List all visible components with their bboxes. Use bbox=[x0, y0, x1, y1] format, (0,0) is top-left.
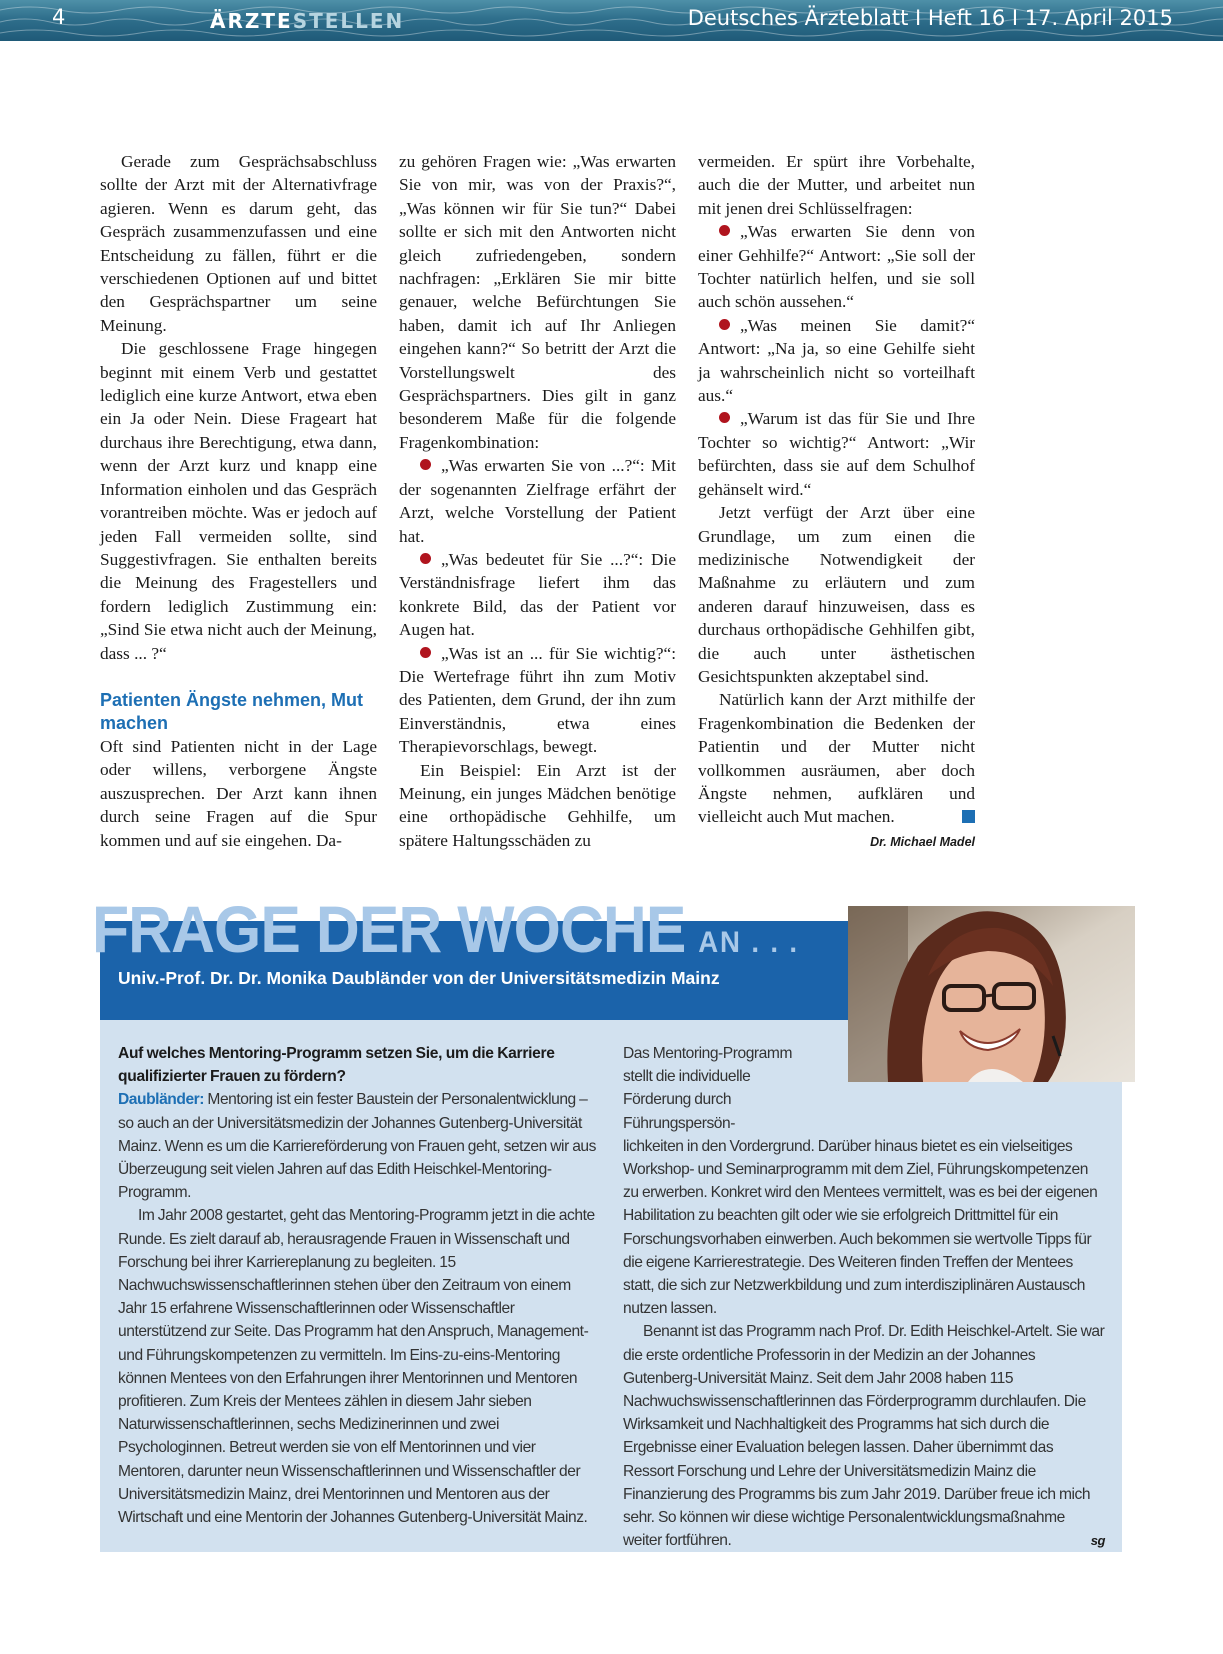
signature: sg bbox=[1090, 1533, 1105, 1549]
bullet-icon bbox=[420, 647, 431, 658]
article-author: Dr. Michael Madel bbox=[870, 834, 975, 849]
answer-paragraph: Im Jahr 2008 gestartet, geht das Mentoring-Programm jetzt in die achte Runde. Es zielt darauf ab, herausragende Frauen in Wissenschaft und Forschung bei ihrer Karriereplanung zu begleiten. 15 Nachwuchswissenschaftlerinnen stehen über den Zeitraum von einem Jahr 15 erfahrene Wissenschaftlerinnen oder Wissenschaftler unterstützend zur Seite. Das Programm hat den Anspruch, Management- und Führungskompetenzen zu vermitteln. Im Eins-zu-eins-Mentoring können Mentees von den Erfahrungen ihrer Mentorinnen und Mentoren profitieren. Zum Kreis der Mentees zählen in diesem Jahr sieben Naturwissenschaftlerinnen, sechs Medizinerinnen und zwei Psychologinnen. Betreut werden sie von elf Mentorinnen und vier Mentoren, darunter neun Wissenschaftlerinnen und Wissenschaftler der Universitätsmedizin Mainz, drei Mentorinnen und Mentoren aus der Wirtschaft und eine Mentorin der Johannes Gutenberg-Universität Mainz. bbox=[118, 1207, 595, 1527]
paragraph: zu gehören Fragen wie: „Was erwarten Sie von mir, was von der Praxis?“, „Was können wir für Sie tun?“ Dabei sollte er sich mit den Antworten nicht gleich zufriedengeben, sondern nachfragen: „Erklären Sie mir bitte genauer, welche Befürchtungen Sie haben, damit ich auf Ihr Anliegen eingehen kann?“ So betritt der Arzt die Vorstellungswelt des Gesprächspartners. Dies gilt in ganz besonderem Maße für die folgende Fragenkombination: bbox=[399, 152, 676, 452]
answer-paragraph bbox=[623, 1042, 813, 1135]
article-column-3 bbox=[698, 150, 975, 854]
bullet-icon bbox=[420, 459, 431, 470]
feature-column-1 bbox=[118, 1042, 600, 1529]
end-mark-icon bbox=[962, 810, 975, 823]
answer-text: Mentoring ist ein fester Baustein der Personalentwicklung – so auch an der Universitätsmedizin der Johannes Gutenberg-Universität Mainz. Wenn es um die Karriereförderung von Frauen geht, setzen wir aus Überzeugung seit vielen Jahren auf das Edith Heischkel-Mentoring-Programm. bbox=[118, 1091, 596, 1202]
section-subheading: Patienten Ängste nehmen, Mut machen bbox=[100, 689, 364, 733]
bullet-icon bbox=[719, 319, 730, 330]
paragraph bbox=[698, 688, 975, 828]
bullet-item bbox=[698, 220, 975, 314]
bullet-item bbox=[399, 642, 676, 759]
header-band bbox=[0, 0, 1223, 41]
bullet-item bbox=[698, 407, 975, 501]
paragraph: Gerade zum Gesprächsabschluss sollte der Arzt mit der Alternativfrage agieren. Wenn es darum geht, das Gespräch zusammenzufassen und eine Entscheidung zu fällen, führt er die verschiedenen Optionen auf und bittet den Gesprächspartner um seine Meinung. bbox=[100, 152, 377, 335]
paragraph-text: Natürlich kann der Arzt mithilfe der Fragenkombination die Bedenken der Patientin und der Mutter nicht vollkommen ausräumen, aber doch Ängste nehmen, aufklären und vielleicht auch Mut machen. bbox=[698, 690, 975, 827]
bullet-text: „Warum ist das für Sie und Ihre Tochter so wichtig?“ Antwort: „Wir befürchten, dass sie auf dem Schulhof gehänselt wird.“ bbox=[698, 409, 975, 499]
answer-speaker: Daubländer: bbox=[118, 1091, 205, 1109]
feature-title-text: FRAGE DER WOCHE bbox=[92, 892, 686, 966]
bullet-item bbox=[399, 454, 676, 548]
bullet-icon bbox=[719, 225, 730, 236]
answer-paragraph bbox=[623, 1320, 1105, 1552]
feature-subtitle: Univ.-Prof. Dr. Dr. Monika Daubländer von der Universitätsmedizin Mainz bbox=[118, 968, 720, 988]
interview-question: Auf welches Mentoring-Programm setzen Sie, um die Karriere qualifizierter Frauen zu fördern? bbox=[118, 1045, 555, 1086]
answer-text: Benannt ist das Programm nach Prof. Dr. Edith Heischkel-Artelt. Sie war die erste ordentliche Professorin in der Medizin an der Johannes Gutenberg-Universität Mainz. Seit dem Jahr 2008 haben 115 Nachwuchswissenschaftlerinnen das Förderprogramm durchlaufen. Die Wirksamkeit und Nachhaltigkeit des Programms hat sich durch die Ergebnisse einer Evaluation belegen lassen. Daher übernimmt das Ressort Forschung und Lehre der Universitätsmedizin Mainz die Finanzierung des Programms bis zum Jahr 2019. Darüber freue ich mich sehr. So können wir diese wichtige Personalentwicklungsmaßnahme weiter fortführen. bbox=[623, 1323, 1105, 1550]
article-column-1 bbox=[100, 150, 377, 852]
bullet-icon bbox=[719, 412, 730, 423]
article-column-2 bbox=[399, 150, 676, 852]
answer-paragraph bbox=[118, 1088, 600, 1204]
paragraph: Oft sind Patienten nicht in der Lage oder willens, verborgene Ängste auszusprechen. Der Arzt kann ihnen durch seine Fragen auf die Spur kommen und auf sie eingehen. Da- bbox=[100, 736, 377, 850]
bullet-item bbox=[399, 548, 676, 642]
feature-title-suffix: AN . . . bbox=[698, 926, 799, 959]
feature-title bbox=[92, 892, 799, 976]
section-brand bbox=[210, 9, 404, 33]
brand-light: STELLEN bbox=[292, 9, 405, 33]
paragraph: Jetzt verfügt der Arzt über eine Grundlage, um zum einen die medizinische Notwendigkeit der Maßnahme zu erläutern und zum anderen darauf hinzuweisen, dass es durchaus orthopädische Gehhilfen gibt, die auch unter ästhetischen Gesichtspunkten akzeptabel sind. bbox=[698, 503, 975, 686]
bullet-text: „Was erwarten Sie denn von einer Gehhilfe?“ Antwort: „Sie soll der Tochter natürlich helfen, und sie soll auch schön aussehen.“ bbox=[698, 222, 975, 312]
paragraph: Ein Beispiel: Ein Arzt ist der Meinung, ein junges Mädchen benötige eine orthopädische Gehhilfe, um spätere Haltungsschäden zu bbox=[399, 760, 676, 850]
bullet-item bbox=[698, 314, 975, 408]
paragraph: Die geschlossene Frage hingegen beginnt mit einem Verb und gestattet lediglich eine kurze Antwort, etwa eben ein Ja oder Nein. Diese Frageart hat durchaus ihre Berechtigung, etwa dann, wenn der Arzt kurz und knapp eine Information einholen und das Gespräch vorantreiben möchte. Was er jedoch auf jeden Fall vermeiden sollte, sind Suggestivfragen. Sie enthalten bereits die Meinung des Fragestellers und fordern lediglich Zustimmung ein: „Sind Sie etwa nicht auch der Meinung, dass ... ?“ bbox=[100, 339, 377, 663]
answer-text: Das Mentoring-Programm stellt die individuelle Förderung durch Führungspersön- bbox=[623, 1045, 792, 1132]
paragraph: vermeiden. Er spürt ihre Vorbehalte, auch die der Mutter, und arbeitet nun mit jenen drei Schlüsselfragen: bbox=[698, 152, 975, 218]
page-number: 4 bbox=[52, 5, 66, 29]
bullet-text: „Was bedeutet für Sie ...?“: Die Verständnisfrage liefert ihm das konkrete Bild, das der Patient vor Augen hat. bbox=[399, 549, 676, 640]
bullet-text: „Was erwarten Sie von ...?“: Mit der sogenannten Zielfrage erfährt der Arzt, welche Vorstellung der Patient hat. bbox=[399, 456, 676, 546]
issue-info: Deutsches Ärzteblatt I Heft 16 I 17. April 2015 bbox=[687, 6, 1173, 30]
answer-paragraph: lichkeiten in den Vordergrund. Darüber hinaus bietet es ein vielseitiges Workshop- und Seminarprogramm mit dem Ziel, Führungskompetenzen zu erwerben. Konkret wird den Mentees vermittelt, was es bei der eigenen Habilitation zu beachten gilt oder wie sie erfolgreich Drittmittel für ein Forschungsvorhaben einwerben. Auch bekommen sie wertvolle Tipps für die eigene Karrierestrategie. Des Weiteren finden Treffen der Mentees statt, die sich zur Netzwerkbildung und zum interdisziplinären Austausch nutzen lassen. bbox=[623, 1137, 1098, 1318]
bullet-icon bbox=[420, 553, 431, 564]
bullet-text: „Was meinen Sie damit?“ Antwort: „Na ja, so eine Gehilfe sieht ja wahrscheinlich nicht so vorteilhaft aus.“ bbox=[698, 315, 975, 406]
bullet-text: „Was ist an ... für Sie wichtig?“: Die Wertefrage führt ihn zum Motiv des Patienten, dem Grund, der ihn zum Einverständnis, etwa eines Therapievorschlags, bewegt. bbox=[399, 643, 676, 757]
feature-column-2 bbox=[623, 1042, 1105, 1552]
brand-dark: ÄRZTE bbox=[210, 9, 293, 33]
